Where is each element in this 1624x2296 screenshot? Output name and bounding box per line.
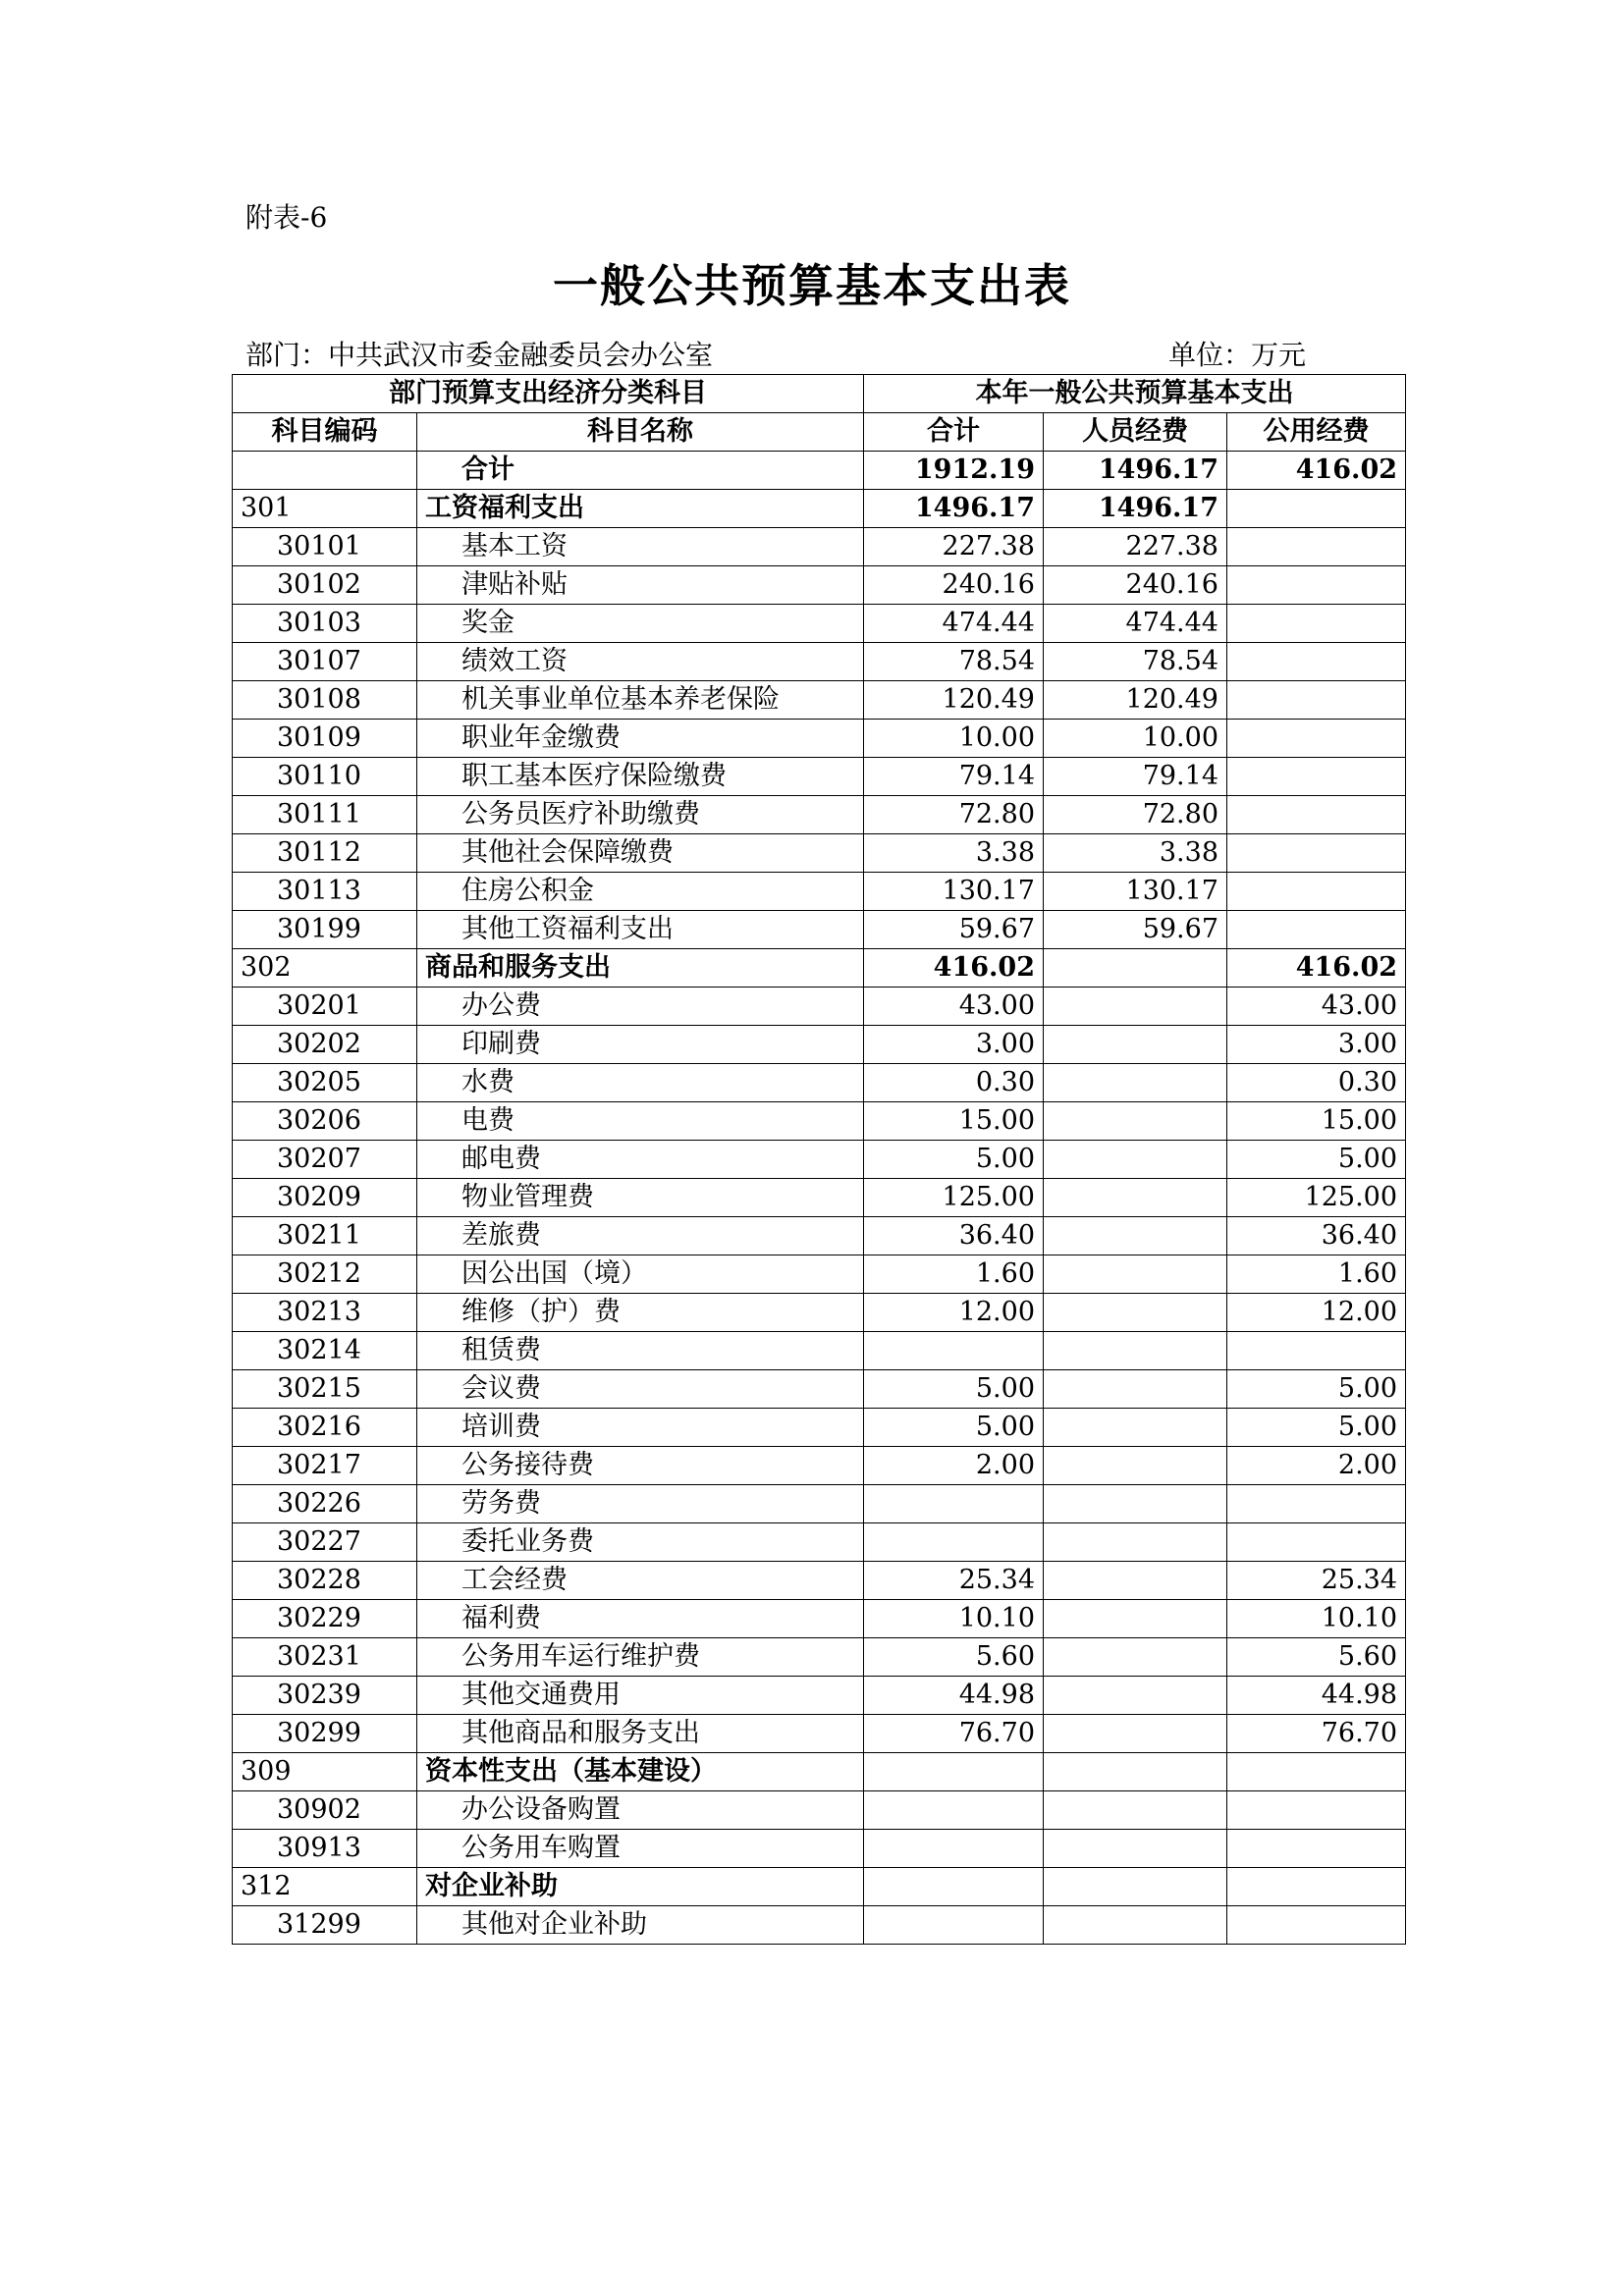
table-row (233, 643, 1406, 681)
header-group-right: 本年一般公共预算基本支出 (864, 375, 1406, 413)
cell-public: 36.40 (1227, 1217, 1406, 1255)
cell-total (864, 1830, 1044, 1868)
cell-name: 差旅费 (417, 1217, 864, 1255)
header-personnel: 人员经费 (1044, 413, 1227, 452)
cell-total: 3.38 (864, 834, 1044, 873)
cell-public (1227, 566, 1406, 605)
cell-total: 125.00 (864, 1179, 1044, 1217)
unit-label: 单位：万元 (1168, 339, 1307, 371)
cell-public: 10.10 (1227, 1600, 1406, 1638)
cell-public: 76.70 (1227, 1715, 1406, 1753)
cell-personnel (1044, 1332, 1227, 1370)
cell-code: 30231 (233, 1638, 417, 1677)
cell-public (1227, 605, 1406, 643)
cell-personnel (1044, 1026, 1227, 1064)
cell-code: 30212 (233, 1255, 417, 1294)
table-row (233, 1638, 1406, 1677)
cell-name: 其他社会保障缴费 (417, 834, 864, 873)
cell-personnel (1044, 1677, 1227, 1715)
cell-total: 1496.17 (864, 490, 1044, 528)
cell-code: 30101 (233, 528, 417, 566)
cell-personnel: 59.67 (1044, 911, 1227, 949)
table-row (233, 873, 1406, 911)
cell-code: 30199 (233, 911, 417, 949)
cell-total (864, 1523, 1044, 1562)
cell-code: 30112 (233, 834, 417, 873)
cell-name: 津贴补贴 (417, 566, 864, 605)
cell-public: 43.00 (1227, 988, 1406, 1026)
cell-total: 10.10 (864, 1600, 1044, 1638)
cell-name: 公务接待费 (417, 1447, 864, 1485)
cell-personnel: 474.44 (1044, 605, 1227, 643)
table-row (233, 528, 1406, 566)
cell-public (1227, 1332, 1406, 1370)
table-row (233, 1102, 1406, 1141)
cell-total (864, 1753, 1044, 1791)
cell-name: 公务员医疗补助缴费 (417, 796, 864, 834)
cell-personnel (1044, 1485, 1227, 1523)
cell-code: 30229 (233, 1600, 417, 1638)
cell-code: 30201 (233, 988, 417, 1026)
cell-code: 309 (233, 1753, 417, 1791)
table-row (233, 1906, 1406, 1945)
table-row (233, 1715, 1406, 1753)
cell-total: 1912.19 (864, 452, 1044, 490)
cell-code: 30239 (233, 1677, 417, 1715)
cell-personnel (1044, 1064, 1227, 1102)
cell-code: 30110 (233, 758, 417, 796)
cell-code: 30206 (233, 1102, 417, 1141)
cell-name: 基本工资 (417, 528, 864, 566)
cell-public (1227, 1485, 1406, 1523)
cell-public (1227, 1830, 1406, 1868)
cell-name: 商品和服务支出 (417, 949, 864, 988)
cell-total: 72.80 (864, 796, 1044, 834)
cell-name: 办公费 (417, 988, 864, 1026)
cell-public: 2.00 (1227, 1447, 1406, 1485)
cell-code: 30103 (233, 605, 417, 643)
cell-total: 76.70 (864, 1715, 1044, 1753)
cell-personnel: 3.38 (1044, 834, 1227, 873)
cell-name: 劳务费 (417, 1485, 864, 1523)
cell-total: 5.00 (864, 1141, 1044, 1179)
cell-public (1227, 911, 1406, 949)
cell-public: 416.02 (1227, 452, 1406, 490)
cell-personnel (1044, 1868, 1227, 1906)
table-row (233, 490, 1406, 528)
cell-public (1227, 758, 1406, 796)
annex-label: 附表-6 (245, 201, 328, 234)
cell-name: 租赁费 (417, 1332, 864, 1370)
header-public: 公用经费 (1227, 413, 1406, 452)
cell-name: 物业管理费 (417, 1179, 864, 1217)
cell-public: 5.60 (1227, 1638, 1406, 1677)
cell-total: 25.34 (864, 1562, 1044, 1600)
cell-public (1227, 643, 1406, 681)
cell-total: 5.00 (864, 1370, 1044, 1409)
table-row (233, 1370, 1406, 1409)
cell-code: 30102 (233, 566, 417, 605)
cell-personnel (1044, 1370, 1227, 1409)
cell-code: 30228 (233, 1562, 417, 1600)
cell-name: 水费 (417, 1064, 864, 1102)
cell-code: 30299 (233, 1715, 417, 1753)
cell-personnel (1044, 1715, 1227, 1753)
cell-total: 78.54 (864, 643, 1044, 681)
table-row (233, 834, 1406, 873)
cell-total: 120.49 (864, 681, 1044, 720)
cell-personnel: 72.80 (1044, 796, 1227, 834)
cell-public: 0.30 (1227, 1064, 1406, 1102)
cell-code: 30913 (233, 1830, 417, 1868)
cell-code: 30113 (233, 873, 417, 911)
cell-personnel (1044, 1102, 1227, 1141)
header-group-left: 部门预算支出经济分类科目 (233, 375, 864, 413)
cell-personnel (1044, 1217, 1227, 1255)
cell-total: 43.00 (864, 988, 1044, 1026)
cell-public (1227, 1753, 1406, 1791)
cell-code: 30902 (233, 1791, 417, 1830)
header-name: 科目名称 (417, 413, 864, 452)
cell-total: 130.17 (864, 873, 1044, 911)
cell-code: 30209 (233, 1179, 417, 1217)
table-row (233, 1485, 1406, 1523)
cell-personnel (1044, 1906, 1227, 1945)
table-row (233, 1753, 1406, 1791)
cell-code: 30214 (233, 1332, 417, 1370)
header-code: 科目编码 (233, 413, 417, 452)
cell-name: 其他交通费用 (417, 1677, 864, 1715)
cell-public (1227, 528, 1406, 566)
cell-name: 资本性支出（基本建设） (417, 1753, 864, 1791)
cell-public: 44.98 (1227, 1677, 1406, 1715)
cell-code: 30108 (233, 681, 417, 720)
table-row (233, 681, 1406, 720)
cell-code: 30217 (233, 1447, 417, 1485)
cell-public: 15.00 (1227, 1102, 1406, 1141)
cell-personnel (1044, 1179, 1227, 1217)
cell-code: 30107 (233, 643, 417, 681)
table-row (233, 605, 1406, 643)
cell-personnel: 79.14 (1044, 758, 1227, 796)
cell-total: 5.60 (864, 1638, 1044, 1677)
cell-public: 416.02 (1227, 949, 1406, 988)
cell-public (1227, 1868, 1406, 1906)
table-row (233, 1217, 1406, 1255)
table-row (233, 1830, 1406, 1868)
header-group-row (233, 375, 1406, 413)
cell-total: 79.14 (864, 758, 1044, 796)
table-row (233, 566, 1406, 605)
cell-total (864, 1791, 1044, 1830)
table-row (233, 1600, 1406, 1638)
table-row (233, 796, 1406, 834)
cell-total (864, 1906, 1044, 1945)
cell-name: 维修（护）费 (417, 1294, 864, 1332)
cell-personnel (1044, 1753, 1227, 1791)
cell-personnel: 120.49 (1044, 681, 1227, 720)
cell-personnel (1044, 1791, 1227, 1830)
cell-personnel (1044, 1141, 1227, 1179)
cell-name: 职业年金缴费 (417, 720, 864, 758)
header-total: 合计 (864, 413, 1044, 452)
cell-public: 5.00 (1227, 1141, 1406, 1179)
cell-name: 办公设备购置 (417, 1791, 864, 1830)
cell-name: 工会经费 (417, 1562, 864, 1600)
cell-public (1227, 1791, 1406, 1830)
cell-name: 职工基本医疗保险缴费 (417, 758, 864, 796)
table-row (233, 949, 1406, 988)
cell-total: 2.00 (864, 1447, 1044, 1485)
cell-name: 会议费 (417, 1370, 864, 1409)
cell-code: 30202 (233, 1026, 417, 1064)
cell-total: 44.98 (864, 1677, 1044, 1715)
table-row (233, 1064, 1406, 1102)
header-columns-row (233, 413, 1406, 452)
page-title: 一般公共预算基本支出表 (553, 259, 1071, 312)
cell-public (1227, 1906, 1406, 1945)
cell-public (1227, 796, 1406, 834)
cell-name: 住房公积金 (417, 873, 864, 911)
cell-total: 240.16 (864, 566, 1044, 605)
cell-public (1227, 681, 1406, 720)
cell-code: 30205 (233, 1064, 417, 1102)
cell-public: 125.00 (1227, 1179, 1406, 1217)
cell-name: 福利费 (417, 1600, 864, 1638)
table-row (233, 1562, 1406, 1600)
cell-name: 因公出国（境） (417, 1255, 864, 1294)
table-row (233, 720, 1406, 758)
cell-total: 36.40 (864, 1217, 1044, 1255)
cell-public (1227, 873, 1406, 911)
table-row (233, 452, 1406, 490)
cell-total: 1.60 (864, 1255, 1044, 1294)
cell-code: 30216 (233, 1409, 417, 1447)
cell-personnel (1044, 988, 1227, 1026)
cell-name: 奖金 (417, 605, 864, 643)
table-row (233, 1791, 1406, 1830)
cell-name: 其他对企业补助 (417, 1906, 864, 1945)
table-row (233, 1677, 1406, 1715)
cell-personnel (1044, 1294, 1227, 1332)
cell-public: 5.00 (1227, 1409, 1406, 1447)
cell-total: 416.02 (864, 949, 1044, 988)
cell-code (233, 452, 417, 490)
cell-public: 25.34 (1227, 1562, 1406, 1600)
table-row (233, 1332, 1406, 1370)
cell-name: 机关事业单位基本养老保险 (417, 681, 864, 720)
cell-personnel (1044, 1830, 1227, 1868)
table-row (233, 1409, 1406, 1447)
cell-code: 30211 (233, 1217, 417, 1255)
cell-total: 0.30 (864, 1064, 1044, 1102)
cell-name: 公务用车购置 (417, 1830, 864, 1868)
table-row (233, 1447, 1406, 1485)
cell-code: 302 (233, 949, 417, 988)
cell-public: 5.00 (1227, 1370, 1406, 1409)
cell-personnel (1044, 1562, 1227, 1600)
cell-personnel: 1496.17 (1044, 452, 1227, 490)
cell-public (1227, 490, 1406, 528)
cell-name: 培训费 (417, 1409, 864, 1447)
table-row (233, 758, 1406, 796)
table-row (233, 1141, 1406, 1179)
cell-name: 印刷费 (417, 1026, 864, 1064)
cell-personnel: 227.38 (1044, 528, 1227, 566)
department-label: 部门：中共武汉市委金融委员会办公室 (245, 339, 714, 371)
cell-code: 31299 (233, 1906, 417, 1945)
cell-personnel (1044, 1523, 1227, 1562)
cell-personnel (1044, 949, 1227, 988)
cell-total (864, 1332, 1044, 1370)
cell-total: 5.00 (864, 1409, 1044, 1447)
table-row (233, 911, 1406, 949)
cell-public: 1.60 (1227, 1255, 1406, 1294)
cell-name: 绩效工资 (417, 643, 864, 681)
table-row (233, 1026, 1406, 1064)
cell-name: 合计 (417, 452, 864, 490)
table-row (233, 1294, 1406, 1332)
table-row (233, 1255, 1406, 1294)
cell-total: 10.00 (864, 720, 1044, 758)
cell-personnel: 130.17 (1044, 873, 1227, 911)
cell-public (1227, 720, 1406, 758)
cell-public: 3.00 (1227, 1026, 1406, 1064)
cell-name: 其他工资福利支出 (417, 911, 864, 949)
cell-personnel (1044, 1600, 1227, 1638)
cell-name: 对企业补助 (417, 1868, 864, 1906)
cell-total (864, 1485, 1044, 1523)
cell-name: 工资福利支出 (417, 490, 864, 528)
cell-total: 474.44 (864, 605, 1044, 643)
cell-total: 12.00 (864, 1294, 1044, 1332)
cell-total: 227.38 (864, 528, 1044, 566)
cell-name: 电费 (417, 1102, 864, 1141)
table-row (233, 1179, 1406, 1217)
cell-total: 15.00 (864, 1102, 1044, 1141)
table-row (233, 1868, 1406, 1906)
cell-code: 30213 (233, 1294, 417, 1332)
table-row (233, 988, 1406, 1026)
cell-name: 邮电费 (417, 1141, 864, 1179)
cell-personnel (1044, 1255, 1227, 1294)
cell-personnel (1044, 1638, 1227, 1677)
budget-table (232, 374, 1406, 1945)
cell-personnel (1044, 1409, 1227, 1447)
cell-code: 30215 (233, 1370, 417, 1409)
cell-code: 301 (233, 490, 417, 528)
cell-name: 公务用车运行维护费 (417, 1638, 864, 1677)
cell-public (1227, 1523, 1406, 1562)
cell-code: 30109 (233, 720, 417, 758)
cell-public: 12.00 (1227, 1294, 1406, 1332)
cell-name: 委托业务费 (417, 1523, 864, 1562)
cell-code: 30227 (233, 1523, 417, 1562)
cell-personnel: 1496.17 (1044, 490, 1227, 528)
cell-personnel (1044, 1447, 1227, 1485)
cell-total: 59.67 (864, 911, 1044, 949)
cell-personnel: 240.16 (1044, 566, 1227, 605)
cell-code: 30111 (233, 796, 417, 834)
cell-total: 3.00 (864, 1026, 1044, 1064)
cell-code: 30207 (233, 1141, 417, 1179)
cell-name: 其他商品和服务支出 (417, 1715, 864, 1753)
cell-public (1227, 834, 1406, 873)
cell-personnel: 78.54 (1044, 643, 1227, 681)
cell-total (864, 1868, 1044, 1906)
cell-personnel: 10.00 (1044, 720, 1227, 758)
cell-code: 312 (233, 1868, 417, 1906)
table-row (233, 1523, 1406, 1562)
cell-code: 30226 (233, 1485, 417, 1523)
